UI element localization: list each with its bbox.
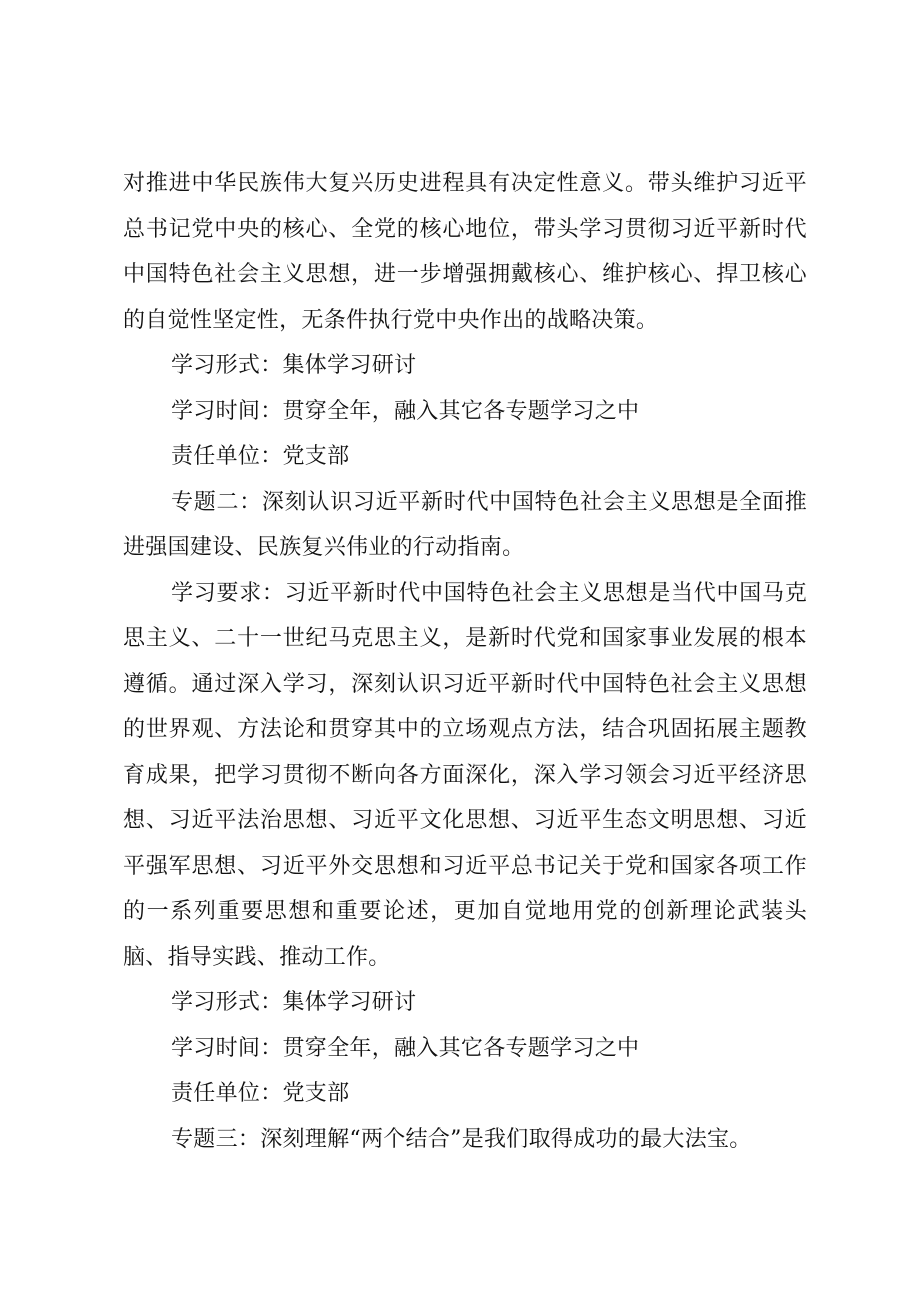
paragraph-responsible-unit-1: 责任单位：党支部: [171, 444, 350, 469]
document-page: [123, 161, 807, 1162]
paragraph-topic-three: 专题三：深刻理解“两个结合”是我们取得成功的最大法宝。: [171, 1126, 752, 1152]
paragraph-study-requirements: 学习要求：习近平新时代中国特色社会主义思想是当代中国马克思主义、二十一世纪马克思主义，是新时代党和国家事业发展的根本遵循。通过深入学习，深刻认识习近平新时代中国特色社会主义思想的世界观、方法论和贯穿其中的立场观点方法，结合巩固拓展主题教育成果，把学习贯彻不断向各方面深化，深入学习领会习近平经济思想、习近平法治思想、习近平文化思想、习近平生态文明思想、习近平强军思想、习近平外交思想和习近平总书记关于党和国家各项工作的一系列重要思想和重要论述，更加自觉地用党的创新理论武装头脑、指导实践、推动工作。: [123, 580, 807, 970]
paragraph-study-time-2: 学习时间：贯穿全年，融入其它各专题学习之中: [171, 1035, 640, 1061]
paragraph-continuation: 对推进中华民族伟大复兴历史进程具有决定性意义。带头维护习近平总书记党中央的核心、全党的核心地位，带头学习贯彻习近平新时代中国特色社会主义思想，进一步增强拥戴核心、维护核心、捍卫核心的自觉性坚定性，无条件执行党中央作出的战略决策。: [123, 171, 807, 333]
paragraph-topic-two: 专题二：深刻认识习近平新时代中国特色社会主义思想是全面推进强国建设、民族复兴伟业的行动指南。: [123, 489, 807, 560]
paragraph-study-form-1: 学习形式：集体学习研讨: [171, 353, 417, 378]
paragraph-responsible-unit-2: 责任单位：党支部: [171, 1081, 350, 1106]
paragraph-study-form-2: 学习形式：集体学习研讨: [171, 990, 417, 1015]
paragraph-study-time-1: 学习时间：贯穿全年，融入其它各专题学习之中: [171, 398, 640, 424]
